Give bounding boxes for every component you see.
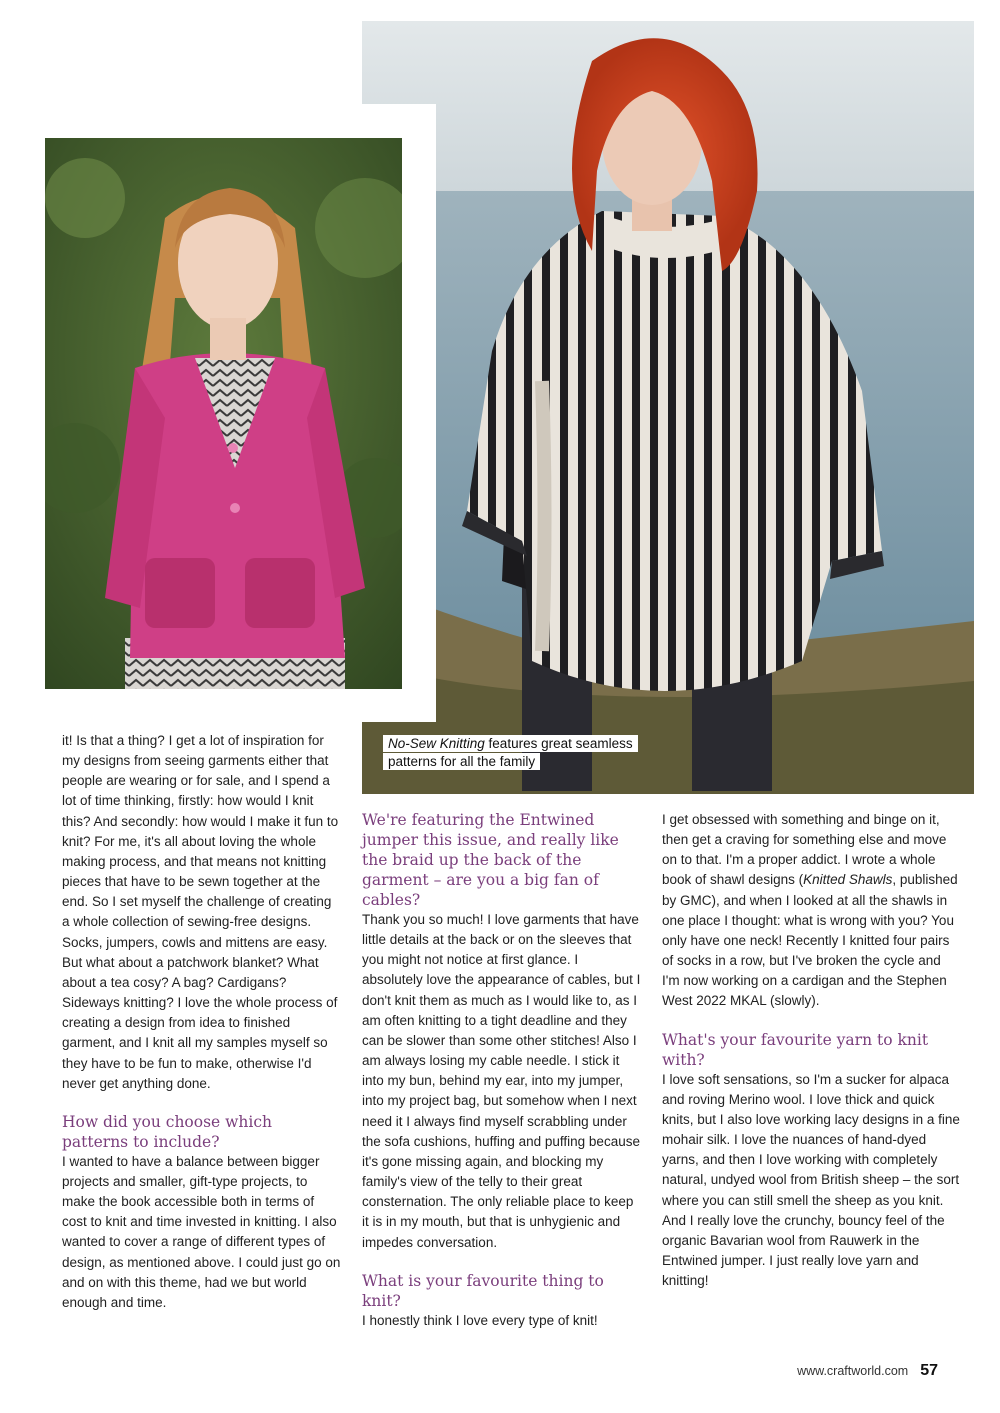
body-paragraph: it! Is that a thing? I get a lot of inspiration for my designs from seeing garments either that people are wearing or for sale, and I spend a lot of time thinking, firstly: how would I knit this? And secondly: how would I make it fun to knit? For me, it's all about loving the whole making process, and that means not knitting pieces that have to be sewn together at the end. So I set myself the challenge of creating a whole collection of sewing-free designs. Socks, jumpers, cowls and mittens are easy. But what about a patchwork blanket? What about a tea cosy? A bag? Cardigans? Sideways knitting? I love the whole process of creating a design from idea to finished garment, and I knit all my samples myself so they have to be fun to make, otherwise I'd never get anything done. (62, 733, 339, 1091)
page-footer (797, 1362, 938, 1380)
cardigan-photo-illustration (45, 138, 402, 689)
article-column-1 (62, 731, 342, 1313)
poncho-photo-illustration (362, 21, 974, 794)
photo-caption (383, 735, 663, 771)
article-column-2 (362, 810, 642, 1331)
caption-line-1-rest: features great seamless (484, 736, 633, 751)
book-title-italic: Knitted Shawls (803, 872, 893, 888)
caption-line-2: patterns for all the family (383, 753, 540, 770)
caption-line-1 (383, 735, 638, 752)
body-text: , published by GMC), and when I looked at all the shawls in one place I thought: what is wrong with you? You only have one neck! Recently I knitted four pairs of socks in a row, but I've broken the cycle and I'm now working on a cardigan and the Stephen West 2022 MKAL (slowly). (662, 872, 958, 1009)
body-paragraph: I love soft sensations, so I'm a sucker for alpaca and roving Merino wool. I love thick and quick knits, but I also love working lacy designs in a fine mohair silk. I love the nuances of hand-dyed yarns, and then I love working with completely natural, undyed wool from British sheep – the sort where you can still smell the sheep as you knit. And I really love the crunchy, bouncy feel of the organic Bavarian wool from Rauwerk in the Entwined jumper. I just really love yarn and knitting! (662, 1071, 960, 1289)
question-heading: How did you choose which patterns to include? (62, 1112, 273, 1151)
body-paragraph (662, 810, 962, 1012)
page-number: 57 (920, 1362, 938, 1379)
article-column-3 (662, 810, 962, 1291)
body-paragraph: I wanted to have a balance between bigger projects and smaller, gift-type projects, to make the book accessible both in terms of cost to knit and time invested in knitting. I also wanted to cover a range of different types of design, as mentioned above. I could just go on and on with this theme, had we but world enough and time. (62, 1153, 341, 1310)
body-text: I get obsessed with something and binge on it, then get a craving for something else and move on to that. I'm a proper addict. I wrote a whole book of shawl designs ( (662, 812, 947, 888)
website-url[interactable]: www.craftworld.com (797, 1364, 909, 1378)
body-paragraph: Thank you so much! I love garments that have little details at the back or on the sleeves that you might not notice at first glance. I absolutely love the appearance of cables, but I don't knit them as much as I would like to, as I am often knitting to a tight deadline and they can be slower than some other stitches! Also I am always losing my cable needle. I stick it into my bun, behind my ear, into my jumper, into my project bag, but somehow when I next need it I always find myself scrabbling under the sofa cushions, huffing and puffing because it's gone missing again, and blocking my family's view of the telly to their great consternation. The only reliable place to keep it is in my mouth, but that is unhygienic and impedes conversation. (362, 912, 641, 1250)
photo-woman-striped-poncho (362, 21, 974, 794)
caption-book-title: No-Sew Knitting (388, 736, 485, 751)
question-heading: What is your favourite thing to knit? (362, 1271, 604, 1310)
question-heading: We're featuring the Entwined jumper this issue, and really like the braid up the back of the garment – are you a big fan of cables? (362, 811, 619, 909)
photo-girl-pink-cardigan (45, 138, 402, 689)
body-paragraph: I honestly think I love every type of knit! (362, 1312, 598, 1328)
question-heading: What's your favourite yarn to knit with? (662, 1030, 929, 1069)
